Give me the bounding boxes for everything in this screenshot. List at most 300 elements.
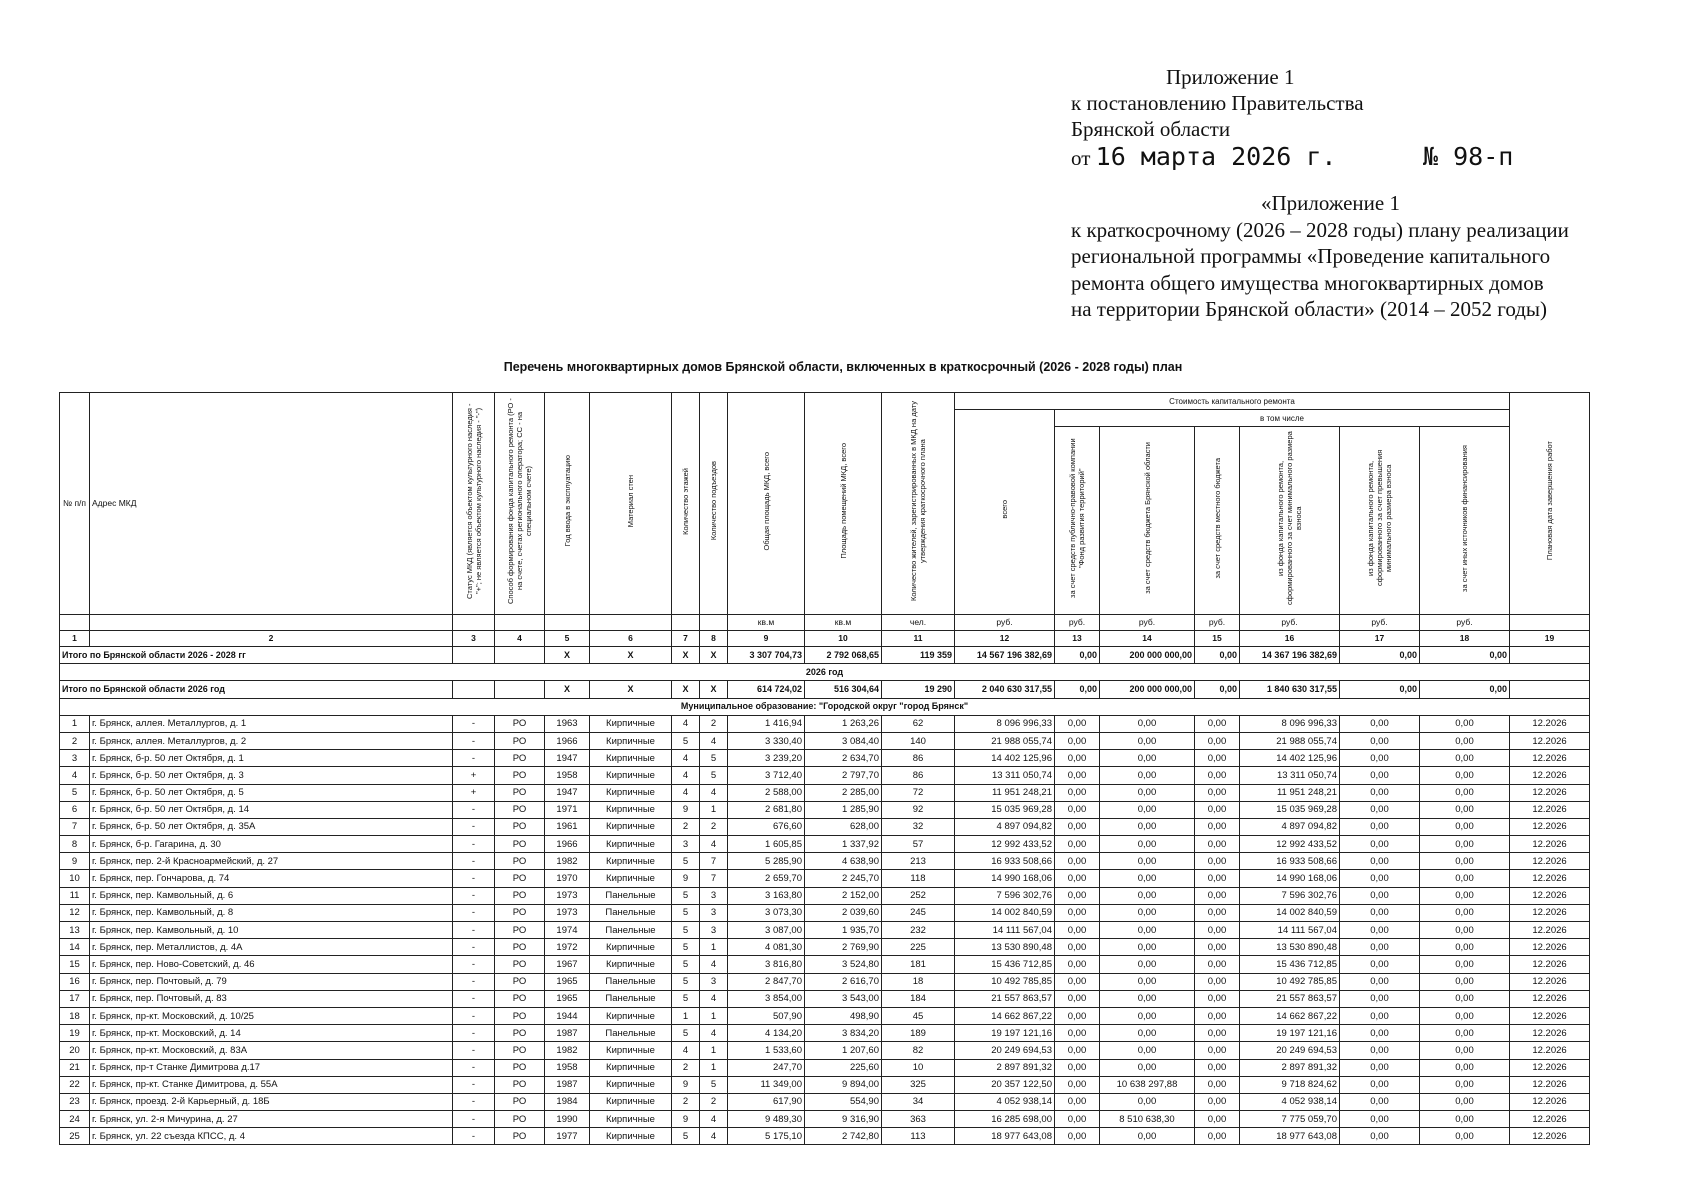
col-header-wall-material: Материал стен xyxy=(590,393,672,615)
table-cell: 0,00 xyxy=(1055,767,1100,784)
table-cell: г. Брянск, б-р. 50 лет Октября, д. 14 xyxy=(90,801,453,818)
table-row xyxy=(60,836,1590,853)
table-cell: 20 249 694,53 xyxy=(955,1042,1055,1059)
table-cell: 2 xyxy=(672,1093,700,1110)
table-cell: 0,00 xyxy=(1340,784,1420,801)
table-cell: 0,00 xyxy=(1195,732,1240,749)
table-cell: 45 xyxy=(882,1007,955,1024)
table-cell: 13 xyxy=(60,922,90,939)
table-cell: 5 xyxy=(700,767,728,784)
column-number-cell: 14 xyxy=(1100,631,1195,647)
table-cell: 21 988 055,74 xyxy=(955,732,1055,749)
column-number-cell: 13 xyxy=(1055,631,1100,647)
table-cell: - xyxy=(453,939,495,956)
total-cell: X xyxy=(545,647,590,664)
table-cell: 0,00 xyxy=(1055,1042,1100,1059)
table-row xyxy=(60,818,1590,835)
total-cell: 0,00 xyxy=(1055,647,1100,664)
table-cell: 21 988 055,74 xyxy=(1240,732,1340,749)
table-cell: г. Брянск, ул. 2-я Мичурина, д. 27 xyxy=(90,1111,453,1128)
unit-cell: руб. xyxy=(1240,615,1340,631)
table-cell: 1 xyxy=(700,801,728,818)
appendix-header xyxy=(1071,190,1681,323)
table-cell: Кирпичные xyxy=(590,1111,672,1128)
table-cell: 4 xyxy=(700,836,728,853)
table-row xyxy=(60,1093,1590,1110)
table-cell: 0,00 xyxy=(1055,1093,1100,1110)
table-cell: 0,00 xyxy=(1195,1128,1240,1145)
table-cell: 0,00 xyxy=(1055,1059,1100,1076)
column-number-cell: 16 xyxy=(1240,631,1340,647)
total-cell: 0,00 xyxy=(1195,647,1240,664)
table-cell: 676,60 xyxy=(728,818,805,835)
table-cell: 0,00 xyxy=(1195,801,1240,818)
table-cell: 4 134,20 xyxy=(728,1025,805,1042)
table-cell: 5 xyxy=(672,973,700,990)
column-number-cell: 11 xyxy=(882,631,955,647)
unit-cell: руб. xyxy=(955,615,1055,631)
table-cell: 4 897 094,82 xyxy=(955,818,1055,835)
table-cell: 225,60 xyxy=(805,1059,882,1076)
header-decree-ref: к постановлению Правительства xyxy=(1071,91,1364,115)
column-number-cell: 19 xyxy=(1510,631,1590,647)
table-cell: 0,00 xyxy=(1420,818,1510,835)
table-cell: 0,00 xyxy=(1100,715,1195,732)
total-cell: X xyxy=(672,647,700,664)
table-cell: 0,00 xyxy=(1055,990,1100,1007)
table-cell: 12.2026 xyxy=(1510,1093,1590,1110)
table-cell: 20 357 122,50 xyxy=(955,1076,1055,1093)
table-row xyxy=(60,1111,1590,1128)
table-cell: 5 xyxy=(60,784,90,801)
table-cell: 1974 xyxy=(545,922,590,939)
appendix-line-4: ремонта общего имущества многоквартирных домов xyxy=(1071,270,1544,295)
col-header-num: № п/п xyxy=(60,393,90,615)
table-cell: 5 xyxy=(672,1128,700,1145)
table-cell: 0,00 xyxy=(1340,836,1420,853)
table-cell: 1967 xyxy=(545,956,590,973)
table-cell: 225 xyxy=(882,939,955,956)
column-number-cell: 6 xyxy=(590,631,672,647)
table-cell: 0,00 xyxy=(1340,1093,1420,1110)
table-cell: г. Брянск, аллея. Металлургов, д. 1 xyxy=(90,715,453,732)
table-cell: 1 935,70 xyxy=(805,922,882,939)
table-cell: 5 175,10 xyxy=(728,1128,805,1145)
table-cell: - xyxy=(453,1025,495,1042)
table-cell: 10 492 785,85 xyxy=(1240,973,1340,990)
table-cell: РО xyxy=(495,973,545,990)
table-cell: - xyxy=(453,853,495,870)
table-cell: - xyxy=(453,732,495,749)
col-header-address: Адрес МКД xyxy=(90,393,453,615)
unit-cell: кв.м xyxy=(728,615,805,631)
unit-cell: руб. xyxy=(1100,615,1195,631)
table-cell: РО xyxy=(495,853,545,870)
table-cell: 3 239,20 xyxy=(728,750,805,767)
table-cell: 1982 xyxy=(545,853,590,870)
table-cell: 2 039,60 xyxy=(805,904,882,921)
table-cell: 2 xyxy=(60,732,90,749)
column-number-cell: 10 xyxy=(805,631,882,647)
table-cell: 0,00 xyxy=(1420,922,1510,939)
table-cell: 12.2026 xyxy=(1510,939,1590,956)
table-cell: РО xyxy=(495,904,545,921)
total-cell: 0,00 xyxy=(1340,681,1420,698)
table-cell: г. Брянск, пер. Камвольный, д. 8 xyxy=(90,904,453,921)
table-cell: Кирпичные xyxy=(590,956,672,973)
table-cell: 0,00 xyxy=(1340,870,1420,887)
table-row xyxy=(60,1025,1590,1042)
table-cell: Кирпичные xyxy=(590,870,672,887)
table-cell: Кирпичные xyxy=(590,1128,672,1145)
table-row xyxy=(60,990,1590,1007)
column-number-cell: 17 xyxy=(1340,631,1420,647)
table-cell: Панельные xyxy=(590,990,672,1007)
table-cell: Кирпичные xyxy=(590,715,672,732)
table-cell: 0,00 xyxy=(1420,801,1510,818)
table-cell: 12.2026 xyxy=(1510,853,1590,870)
total-cell: X xyxy=(590,647,672,664)
col-header-residents: Количество жителей, зарегистрированных в МКД на дату утверждения краткосрочного плана xyxy=(882,393,955,615)
unit-cell: руб. xyxy=(1340,615,1420,631)
table-cell: 2 588,00 xyxy=(728,784,805,801)
appendix-line-2: к краткосрочному (2026 – 2028 годы) плану реализации xyxy=(1071,217,1569,242)
table-cell: г. Брянск, пр-кт. Московский, д. 14 xyxy=(90,1025,453,1042)
col-group-cost: Стоимость капитального ремонта xyxy=(955,393,1510,410)
total-cell xyxy=(453,647,495,664)
table-cell: 3 xyxy=(700,922,728,939)
table-cell: г. Брянск, пер. 2-й Красноармейский, д. 27 xyxy=(90,853,453,870)
table-cell: 12.2026 xyxy=(1510,836,1590,853)
table-cell: 0,00 xyxy=(1055,1007,1100,1024)
table-cell: 0,00 xyxy=(1100,1059,1195,1076)
table-cell: Кирпичные xyxy=(590,939,672,956)
table-cell: 0,00 xyxy=(1340,801,1420,818)
col-header-owners-min: из фонда капитального ремонта, сформированного за счет минимального размера взноса xyxy=(1240,427,1340,615)
table-cell: 1 xyxy=(700,939,728,956)
table-cell: - xyxy=(453,956,495,973)
table-cell: 0,00 xyxy=(1420,1128,1510,1145)
table-row xyxy=(60,922,1590,939)
table-cell: 2 285,00 xyxy=(805,784,882,801)
table-cell: 4 xyxy=(700,732,728,749)
column-number-cell: 4 xyxy=(495,631,545,647)
table-cell: 11 951 248,21 xyxy=(955,784,1055,801)
table-cell: 4 897 094,82 xyxy=(1240,818,1340,835)
table-row xyxy=(60,1128,1590,1145)
table-cell: 13 311 050,74 xyxy=(1240,767,1340,784)
municipality-section-row-label: Муниципальное образование: "Городской округ "город Брянск" xyxy=(60,698,1590,715)
table-row xyxy=(60,784,1590,801)
table-cell: 9 xyxy=(60,853,90,870)
table-cell: - xyxy=(453,1007,495,1024)
table-cell: 62 xyxy=(882,715,955,732)
table-cell: РО xyxy=(495,801,545,818)
table-cell: 0,00 xyxy=(1420,750,1510,767)
table-cell: 3 087,00 xyxy=(728,922,805,939)
table-cell: 2 xyxy=(672,818,700,835)
table-cell: 0,00 xyxy=(1195,939,1240,956)
header-decree-number: № 98-п xyxy=(1423,142,1514,171)
table-cell: РО xyxy=(495,1093,545,1110)
table-cell: 3 834,20 xyxy=(805,1025,882,1042)
table-cell: 1 337,92 xyxy=(805,836,882,853)
table-cell: 0,00 xyxy=(1340,956,1420,973)
table-cell: 14 002 840,59 xyxy=(1240,904,1340,921)
table-cell: 0,00 xyxy=(1420,715,1510,732)
column-number-cell: 18 xyxy=(1420,631,1510,647)
table-cell: 0,00 xyxy=(1100,956,1195,973)
houses-table xyxy=(59,392,1590,1145)
table-cell: 12.2026 xyxy=(1510,1128,1590,1145)
table-cell: 5 xyxy=(672,939,700,956)
table-cell: 7 xyxy=(60,818,90,835)
table-cell: 0,00 xyxy=(1055,818,1100,835)
table-cell: 0,00 xyxy=(1195,1007,1240,1024)
table-cell: 7 xyxy=(700,870,728,887)
table-cell: 5 xyxy=(672,904,700,921)
table-cell: 1 263,26 xyxy=(805,715,882,732)
table-cell: г. Брянск, б-р. 50 лет Октября, д. 1 xyxy=(90,750,453,767)
total-all-years-row xyxy=(60,647,1590,664)
table-cell: 0,00 xyxy=(1340,887,1420,904)
table-cell: 1944 xyxy=(545,1007,590,1024)
table-cell: 7 xyxy=(700,853,728,870)
table-cell: - xyxy=(453,973,495,990)
table-cell: - xyxy=(453,922,495,939)
table-cell: 325 xyxy=(882,1076,955,1093)
table-cell: г. Брянск, пр-кт. Московский, д. 10/25 xyxy=(90,1007,453,1024)
table-cell: 363 xyxy=(882,1111,955,1128)
table-cell: 2 245,70 xyxy=(805,870,882,887)
table-cell: 9 xyxy=(672,801,700,818)
table-cell: 0,00 xyxy=(1195,1093,1240,1110)
total-cell: 19 290 xyxy=(882,681,955,698)
table-cell: 9 894,00 xyxy=(805,1076,882,1093)
unit-cell: руб. xyxy=(1055,615,1100,631)
header-date-prefix: от xyxy=(1071,146,1091,170)
table-cell: 16 933 508,66 xyxy=(1240,853,1340,870)
table-cell: 12.2026 xyxy=(1510,1007,1590,1024)
table-cell: 0,00 xyxy=(1195,1025,1240,1042)
col-header-regional-budget: за счет средств бюджета Брянской области xyxy=(1100,427,1195,615)
table-cell: 4 xyxy=(700,1111,728,1128)
header-appendix-label: Приложение 1 xyxy=(1166,65,1295,89)
table-cell: г. Брянск, ул. 22 съезда КПСС, д. 4 xyxy=(90,1128,453,1145)
table-cell: 4 xyxy=(672,1042,700,1059)
table-cell: 11 xyxy=(60,887,90,904)
table-cell: 1965 xyxy=(545,973,590,990)
table-cell: РО xyxy=(495,887,545,904)
table-cell: 16 933 508,66 xyxy=(955,853,1055,870)
table-cell: 0,00 xyxy=(1340,853,1420,870)
table-cell: 0,00 xyxy=(1055,939,1100,956)
column-number-cell: 5 xyxy=(545,631,590,647)
table-cell: 12.2026 xyxy=(1510,732,1590,749)
table-cell: 10 492 785,85 xyxy=(955,973,1055,990)
table-cell: 21 557 863,57 xyxy=(955,990,1055,1007)
table-cell: 4 xyxy=(700,1128,728,1145)
table-row xyxy=(60,973,1590,990)
table-cell: 0,00 xyxy=(1100,870,1195,887)
unit-cell: чел. xyxy=(882,615,955,631)
table-cell: 0,00 xyxy=(1195,1059,1240,1076)
table-cell: 0,00 xyxy=(1055,732,1100,749)
total-cell xyxy=(1510,681,1590,698)
table-cell: 4 xyxy=(672,750,700,767)
unit-cell: руб. xyxy=(1195,615,1240,631)
table-cell: 8 096 996,33 xyxy=(1240,715,1340,732)
table-cell: 1 605,85 xyxy=(728,836,805,853)
table-cell: Кирпичные xyxy=(590,767,672,784)
table-cell: Кирпичные xyxy=(590,1042,672,1059)
table-cell: 3 xyxy=(60,750,90,767)
table-cell: 0,00 xyxy=(1100,922,1195,939)
table-cell: г. Брянск, пер. Гончарова, д. 74 xyxy=(90,870,453,887)
table-cell: Кирпичные xyxy=(590,1093,672,1110)
table-cell: 12 992 433,52 xyxy=(955,836,1055,853)
table-cell: 181 xyxy=(882,956,955,973)
table-cell: г. Брянск, пер. Металлистов, д. 4А xyxy=(90,939,453,956)
table-row xyxy=(60,750,1590,767)
table-cell: 2 742,80 xyxy=(805,1128,882,1145)
table-cell: 3 xyxy=(700,887,728,904)
table-row xyxy=(60,715,1590,732)
table-cell: 1947 xyxy=(545,750,590,767)
table-cell: 1977 xyxy=(545,1128,590,1145)
table-cell: 2 634,70 xyxy=(805,750,882,767)
table-cell: 0,00 xyxy=(1420,1042,1510,1059)
table-cell: 20 249 694,53 xyxy=(1240,1042,1340,1059)
table-cell: 10 xyxy=(60,870,90,887)
table-cell: 7 596 302,76 xyxy=(955,887,1055,904)
table-cell: Панельные xyxy=(590,922,672,939)
table-cell: 4 052 938,14 xyxy=(1240,1093,1340,1110)
document-title: Перечень многоквартирных домов Брянской области, включенных в краткосрочный (2026 - 2028 годы) план xyxy=(503,360,1183,374)
table-cell: 554,90 xyxy=(805,1093,882,1110)
table-cell: 0,00 xyxy=(1195,836,1240,853)
table-cell: 5 xyxy=(672,922,700,939)
table-cell: 2 616,70 xyxy=(805,973,882,990)
table-row xyxy=(60,904,1590,921)
year-section-row-label: 2026 год xyxy=(60,664,1590,681)
table-cell: 0,00 xyxy=(1100,1007,1195,1024)
table-cell: 12.2026 xyxy=(1510,1025,1590,1042)
table-cell: 4 xyxy=(60,767,90,784)
total-cell: 14 567 196 382,69 xyxy=(955,647,1055,664)
header-region: Брянской области xyxy=(1071,117,1231,141)
table-cell: 0,00 xyxy=(1100,887,1195,904)
table-cell: - xyxy=(453,904,495,921)
table-cell: г. Брянск, пер. Камвольный, д. 10 xyxy=(90,922,453,939)
table-cell: 0,00 xyxy=(1420,1093,1510,1110)
table-cell: 1 xyxy=(60,715,90,732)
table-cell: 3 xyxy=(700,904,728,921)
table-cell: 10 xyxy=(882,1059,955,1076)
table-cell: 0,00 xyxy=(1420,973,1510,990)
table-cell: РО xyxy=(495,732,545,749)
units-row xyxy=(60,615,1590,631)
table-row xyxy=(60,732,1590,749)
table-cell: 3 xyxy=(672,836,700,853)
table-cell: 1 285,90 xyxy=(805,801,882,818)
col-header-year: Год ввода в эксплуатацию xyxy=(545,393,590,615)
table-cell: 0,00 xyxy=(1055,784,1100,801)
table-cell: РО xyxy=(495,956,545,973)
table-cell: 0,00 xyxy=(1420,887,1510,904)
table-cell: 12.2026 xyxy=(1510,784,1590,801)
table-cell: - xyxy=(453,1042,495,1059)
appendix-line-5: на территории Брянской области» (2014 – 2052 годы) xyxy=(1071,297,1548,321)
table-cell: 2 769,90 xyxy=(805,939,882,956)
table-cell: 72 xyxy=(882,784,955,801)
total-cell: 0,00 xyxy=(1420,647,1510,664)
table-cell: - xyxy=(453,818,495,835)
table-cell: Кирпичные xyxy=(590,1007,672,1024)
table-cell: 18 xyxy=(60,1007,90,1024)
table-cell: г. Брянск, пр-кт. Московский, д. 83А xyxy=(90,1042,453,1059)
table-cell: 14 111 567,04 xyxy=(1240,922,1340,939)
table-cell: 0,00 xyxy=(1195,870,1240,887)
table-cell: 0,00 xyxy=(1340,990,1420,1007)
table-cell: - xyxy=(453,801,495,818)
table-cell: 15 436 712,85 xyxy=(955,956,1055,973)
col-header-completion-date: Плановая дата завершения работ xyxy=(1510,393,1590,615)
table-cell: 57 xyxy=(882,836,955,853)
table-cell: 8 xyxy=(60,836,90,853)
table-cell: г. Брянск, б-р. Гагарина, д. 30 xyxy=(90,836,453,853)
col-header-cost-total: всего xyxy=(955,410,1055,615)
table-cell: 12.2026 xyxy=(1510,1059,1590,1076)
table-row xyxy=(60,1059,1590,1076)
table-cell: 1984 xyxy=(545,1093,590,1110)
table-cell: 4 052 938,14 xyxy=(955,1093,1055,1110)
total-label: Итого по Брянской области 2026 - 2028 гг xyxy=(60,647,453,664)
table-cell: 24 xyxy=(60,1111,90,1128)
table-cell: 13 530 890,48 xyxy=(955,939,1055,956)
table-cell: 0,00 xyxy=(1420,1076,1510,1093)
table-cell: 12.2026 xyxy=(1510,990,1590,1007)
table-cell: 0,00 xyxy=(1055,956,1100,973)
table-cell: 0,00 xyxy=(1100,1025,1195,1042)
table-cell: 0,00 xyxy=(1055,836,1100,853)
table-cell: 0,00 xyxy=(1420,767,1510,784)
table-cell: РО xyxy=(495,715,545,732)
table-cell: 3 330,40 xyxy=(728,732,805,749)
table-cell: 4 xyxy=(700,956,728,973)
table-row xyxy=(60,956,1590,973)
table-cell: 19 197 121,16 xyxy=(955,1025,1055,1042)
table-cell: 19 xyxy=(60,1025,90,1042)
table-cell: 0,00 xyxy=(1100,801,1195,818)
table-cell: 0,00 xyxy=(1195,784,1240,801)
table-row xyxy=(60,801,1590,818)
table-cell: г. Брянск, пр-т Станке Димитрова д.17 xyxy=(90,1059,453,1076)
total-cell: 2 040 630 317,55 xyxy=(955,681,1055,698)
decree-header xyxy=(1071,64,1671,171)
table-cell: 0,00 xyxy=(1100,1128,1195,1145)
col-header-other-sources: за счет иных источников финансирования xyxy=(1420,427,1510,615)
table-cell: 1965 xyxy=(545,990,590,1007)
table-cell: 18 977 643,08 xyxy=(955,1128,1055,1145)
table-cell: 0,00 xyxy=(1055,887,1100,904)
table-cell: РО xyxy=(495,1025,545,1042)
table-cell: 507,90 xyxy=(728,1007,805,1024)
col-group-including: в том числе xyxy=(1055,410,1510,427)
table-cell: Панельные xyxy=(590,1025,672,1042)
table-cell: РО xyxy=(495,939,545,956)
table-cell: 0,00 xyxy=(1195,750,1240,767)
